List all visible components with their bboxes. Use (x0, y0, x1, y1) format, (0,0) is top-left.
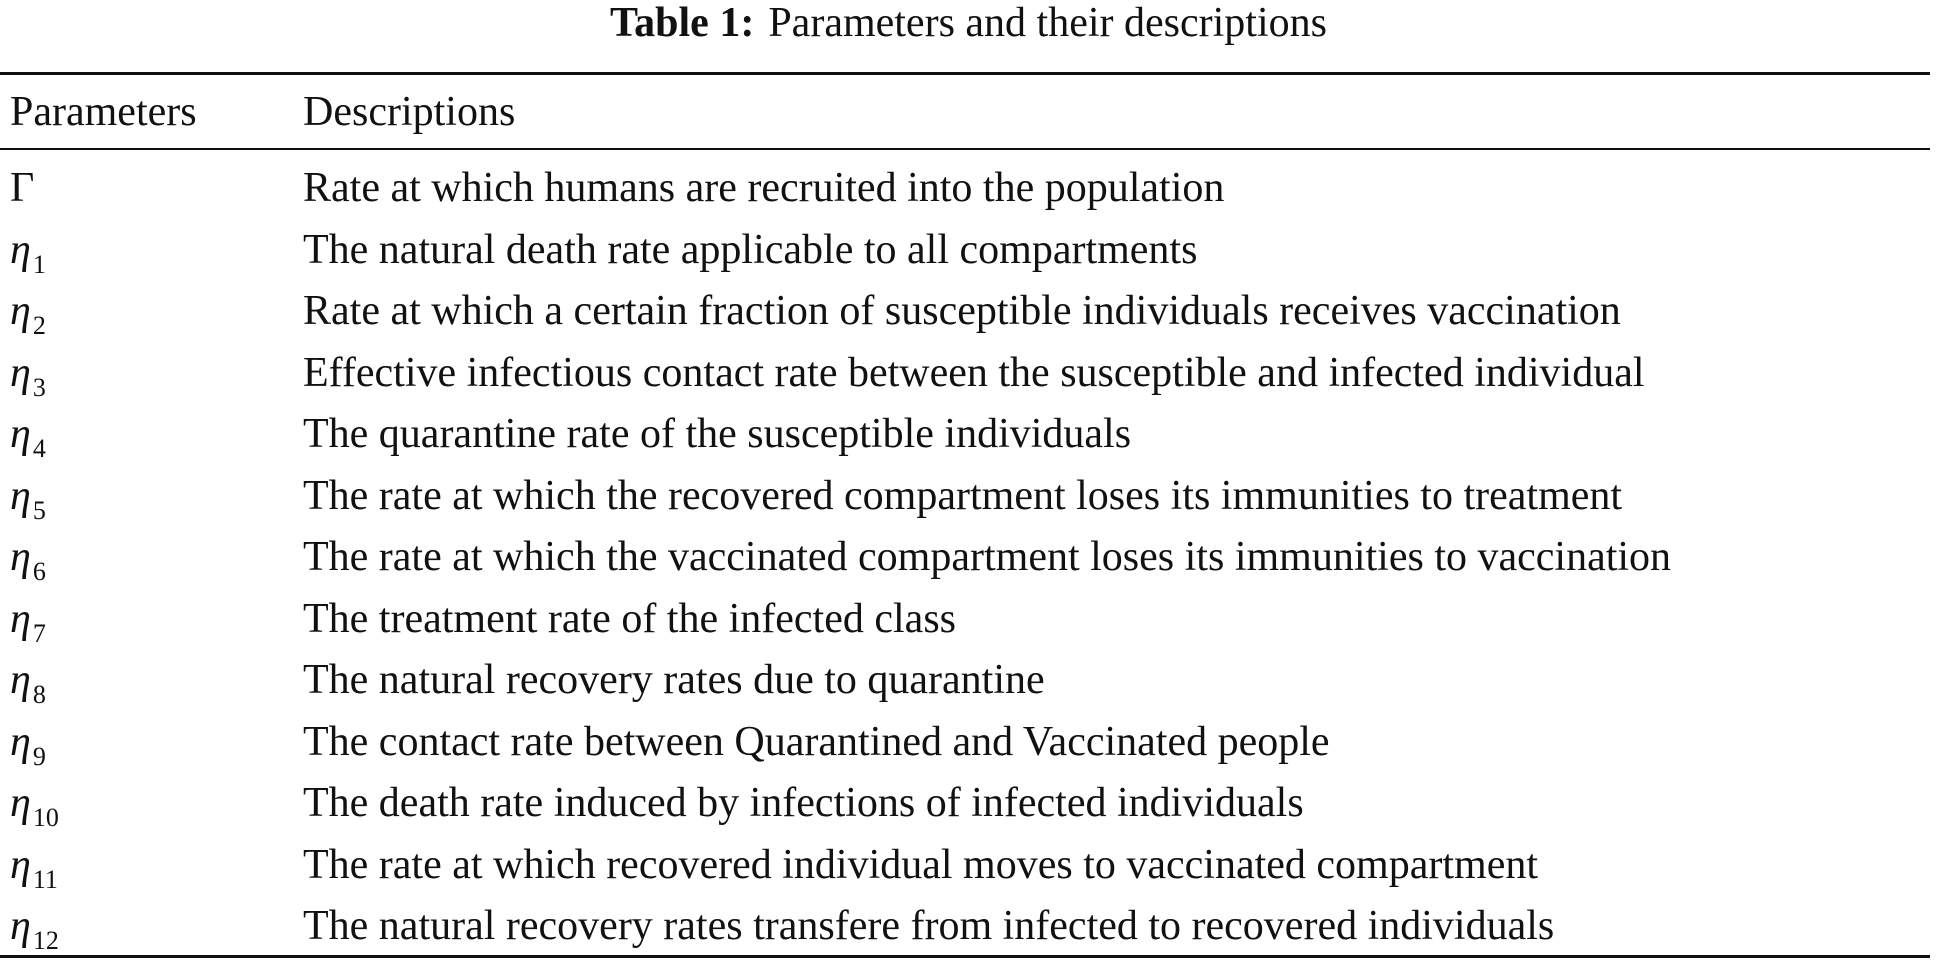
parameter-subscript: 11 (32, 864, 58, 894)
parameter-subscript: 1 (32, 249, 46, 279)
caption-text: Parameters and their descriptions (768, 0, 1327, 46)
parameter-cell (10, 773, 59, 839)
parameter-symbol: η (10, 534, 31, 580)
parameter-cell (10, 650, 46, 716)
table-row (0, 650, 1930, 712)
parameter-symbol: η (10, 595, 31, 642)
description-cell: The rate at which the vaccinated compartment loses its immunities to vaccination (303, 534, 1672, 580)
parameter-cell (10, 343, 46, 409)
parameter-subscript: 3 (32, 372, 46, 402)
parameter-subscript: 4 (32, 434, 46, 463)
table-row (0, 589, 1930, 651)
parameter-cell (10, 220, 46, 286)
parameter-symbol: η (10, 349, 31, 396)
header-descriptions: Descriptions (303, 89, 516, 135)
parameter-symbol: η (10, 718, 31, 765)
table-row (0, 158, 1930, 220)
parameter-subscript: 6 (32, 557, 46, 586)
header-parameters: Parameters (10, 89, 197, 135)
parameter-cell (10, 835, 58, 901)
parameter-symbol: η (10, 226, 31, 273)
parameter-symbol: η (10, 288, 31, 334)
parameter-symbol: Γ (10, 165, 35, 211)
table-row (0, 835, 1930, 897)
parameter-symbol: η (10, 903, 31, 949)
parameter-symbol: η (10, 472, 31, 519)
description-cell: The rate at which recovered individual moves to vaccinated compartment (303, 841, 1539, 888)
parameter-subscript: 7 (32, 618, 46, 648)
header-rule (0, 148, 1930, 150)
parameter-subscript: 2 (32, 311, 46, 340)
parameter-cell (10, 158, 34, 220)
parameter-cell (10, 712, 46, 778)
parameter-cell (10, 589, 46, 655)
parameter-subscript: 5 (32, 495, 46, 525)
bottom-rule (0, 955, 1930, 958)
table-row (0, 896, 1930, 958)
parameter-subscript: 10 (32, 803, 59, 832)
description-cell: The death rate induced by infections of infected individuals (303, 780, 1304, 826)
table-row (0, 773, 1930, 835)
table-row (0, 220, 1930, 282)
description-cell: Rate at which a certain fraction of susceptible individuals receives vaccination (303, 288, 1621, 334)
parameter-symbol: η (10, 657, 31, 703)
parameter-cell (10, 466, 46, 532)
table-row (0, 343, 1930, 405)
parameter-cell (10, 281, 46, 347)
table-row (0, 404, 1930, 466)
description-cell: The contact rate between Quarantined and Vaccinated people (303, 718, 1330, 765)
parameter-subscript: 9 (32, 741, 46, 771)
top-rule (0, 72, 1930, 75)
parameter-subscript: 8 (32, 680, 46, 709)
parameter-cell (10, 896, 59, 962)
parameter-subscript: 12 (32, 926, 59, 955)
description-cell: The rate at which the recovered compartment loses its immunities to treatment (303, 472, 1623, 519)
table-row (0, 466, 1930, 528)
parameter-cell (10, 527, 46, 593)
parameter-cell (10, 404, 46, 470)
table-row (0, 712, 1930, 774)
description-cell: Rate at which humans are recruited into the population (303, 165, 1225, 211)
parameter-symbol: η (10, 841, 31, 888)
parameter-symbol: η (10, 780, 31, 826)
caption-label: Table 1: (610, 0, 755, 46)
table-row (0, 281, 1930, 343)
table-body (0, 158, 1930, 958)
table-header (0, 82, 1930, 142)
description-cell: The natural death rate applicable to all compartments (303, 226, 1198, 273)
parameter-symbol: η (10, 411, 31, 457)
description-cell: The treatment rate of the infected class (303, 595, 957, 642)
description-cell: Effective infectious contact rate between the susceptible and infected individual (303, 349, 1645, 396)
table-row (0, 527, 1930, 589)
description-cell: The natural recovery rates transfere from infected to recovered individuals (303, 903, 1555, 949)
table-caption (0, 0, 1937, 50)
description-cell: The natural recovery rates due to quarantine (303, 657, 1045, 703)
description-cell: The quarantine rate of the susceptible individuals (303, 411, 1132, 457)
